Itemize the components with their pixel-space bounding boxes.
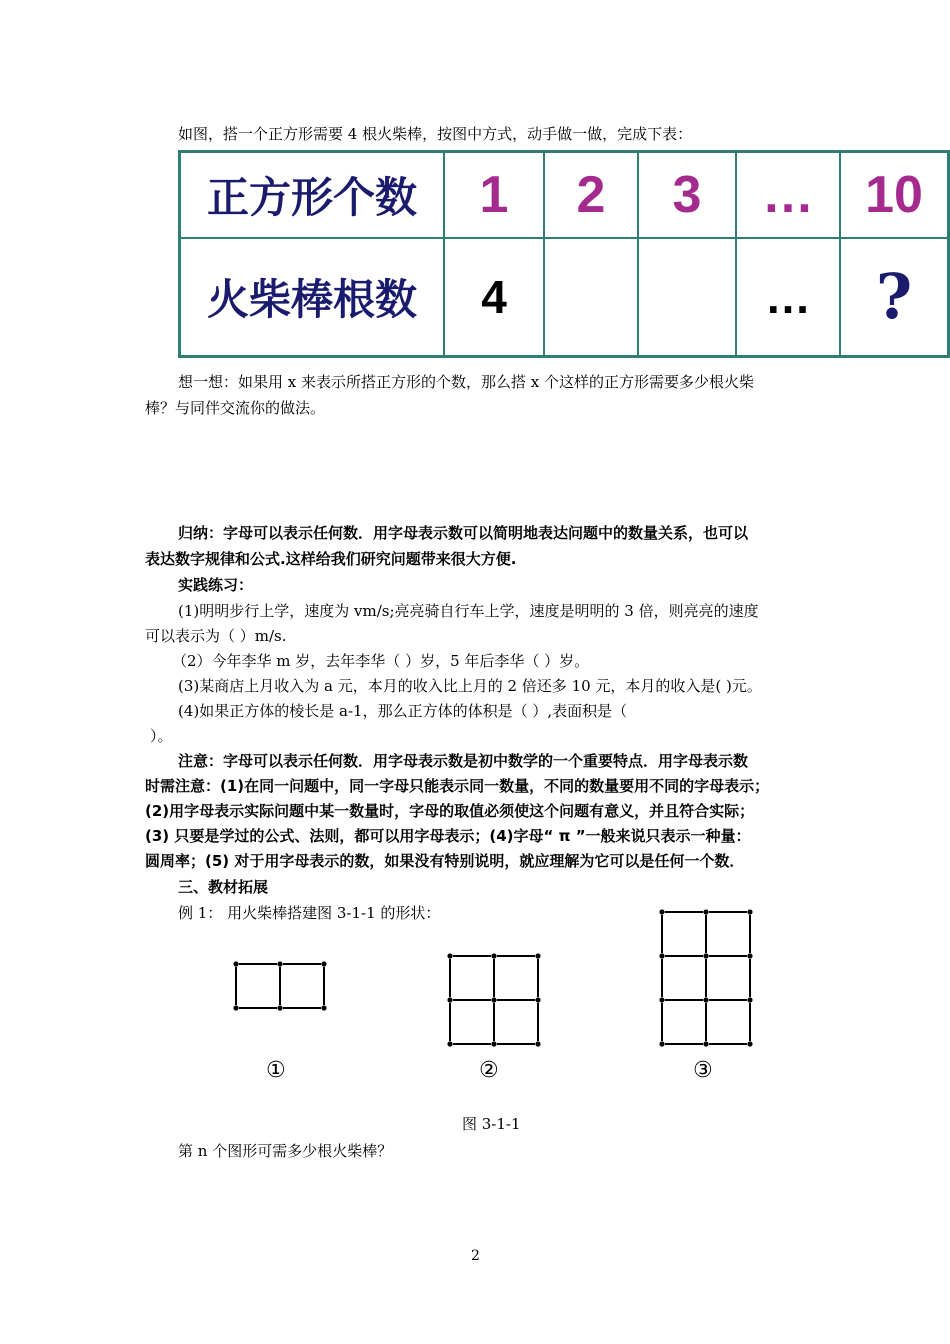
figure-label-1: ①: [266, 1058, 286, 1083]
section-3-title: 三、教材拓展: [178, 878, 269, 896]
practice-q1-line-1: (1)明明步行上学，速度为 vm/s;亮亮骑自行车上学，速度是明明的 3 倍，则亮亮的速度: [178, 602, 759, 620]
matchstick-head: [321, 1005, 326, 1010]
matchstick-head: [659, 1041, 664, 1046]
matchstick-head: [233, 1005, 238, 1010]
matchstick-head: [747, 997, 752, 1002]
matchstick-head: [703, 1041, 708, 1046]
matchstick-head: [703, 909, 708, 914]
cell-matches-ellipsis: …: [736, 238, 840, 357]
cell-squares-ellipsis: …: [736, 152, 840, 238]
summary-line-2: 表达数字规律和公式.这样给我们研究问题带来很大方便.: [145, 550, 517, 568]
summary-line-1: 归纳：字母可以表示任何数．用字母表示数可以简明地表达问题中的数量关系，也可以: [178, 524, 749, 542]
matchstick-head: [659, 953, 664, 958]
think-line-2: 棒？与同伴交流你的做法。: [145, 399, 326, 417]
matchstick-head: [491, 953, 496, 958]
matchstick-head: [703, 997, 708, 1002]
figure-label-2: ②: [479, 1058, 499, 1083]
figure-label-3: ③: [693, 1058, 713, 1083]
matchstick-head: [447, 997, 452, 1002]
figure-caption: 图 3-1-1: [462, 1115, 521, 1133]
matchstick-head: [535, 997, 540, 1002]
practice-q4-line-2: ）。: [150, 727, 173, 745]
think-line-1: 想一想：如果用 x 来表示所搭正方形的个数，那么搭 x 个这样的正方形需要多少根火柴: [178, 373, 754, 391]
cell-squares-1: 1: [444, 152, 544, 238]
matchstick-head: [233, 961, 238, 966]
intro-text: 如图，搭一个正方形需要 4 根火柴棒，按图中方式，动手做一做，完成下表：: [178, 125, 693, 143]
matchstick-head: [447, 953, 452, 958]
cell-matches-question: ?: [840, 238, 949, 357]
cell-squares-2: 2: [544, 152, 638, 238]
matchstick-head: [535, 953, 540, 958]
matchstick-head: [491, 997, 496, 1002]
matchstick-head: [447, 1041, 452, 1046]
practice-title: 实践练习：: [178, 576, 254, 594]
cell-squares-10: 10: [840, 152, 949, 238]
matchstick-head: [659, 997, 664, 1002]
matchstick-head: [277, 961, 282, 966]
matchstick-head: [659, 909, 664, 914]
note-line-1: 注意：字母可以表示任何数．用字母表示数是初中数学的一个重要特点．用字母表示数: [178, 752, 749, 770]
matchstick-head: [491, 1041, 496, 1046]
matchstick-head: [703, 953, 708, 958]
practice-q3: (3)某商店上月收入为 a 元，本月的收入比上月的 2 倍还多 10 元，本月的收入是( )元。: [178, 677, 762, 695]
matchstick-head: [747, 909, 752, 914]
matchstick-head: [277, 1005, 282, 1010]
matchstick-head: [321, 961, 326, 966]
note-line-4: (3) 只要是学过的公式、法则，都可以用字母表示；(4)字母“ π ”一般来说只表示一种量：: [145, 827, 751, 845]
cell-squares-3: 3: [638, 152, 736, 238]
example-1-text: 例 1： 用火柴棒搭建图 3-1-1 的形状：: [178, 904, 441, 922]
cell-matches-1: 4: [444, 238, 544, 357]
row-label-squares: 正方形个数: [180, 152, 445, 238]
page-number: 2: [471, 1248, 480, 1264]
matchstick-head: [747, 1041, 752, 1046]
matchstick-head: [747, 953, 752, 958]
question-text: 第 n 个图形可需多少根火柴棒？: [178, 1142, 393, 1160]
note-line-3: (2)用字母表示实际问题中某一数量时，字母的取值必须使这个问题有意义，并且符合实际；: [145, 802, 755, 820]
practice-q4-line-1: (4)如果正方体的棱长是 a-1，那么正方体的体积是（ ）,表面积是（: [178, 702, 628, 720]
matchstick-head: [535, 1041, 540, 1046]
practice-q1-line-2: 可以表示为（ ）m/s.: [145, 627, 287, 645]
note-line-2: 时需注意：(1)在同一问题中，同一字母只能表示同一数量，不同的数量要用不同的字母表示；: [145, 777, 770, 795]
row-label-matches: 火柴棒根数: [180, 238, 445, 357]
practice-q2: （2）今年李华 m 岁，去年李华（ ）岁，5 年后李华（ ）岁。: [172, 652, 590, 670]
note-line-5: 圆周率；(5) 对于用字母表示的数，如果没有特别说明，就应理解为它可以是任何一个数．: [145, 852, 745, 870]
